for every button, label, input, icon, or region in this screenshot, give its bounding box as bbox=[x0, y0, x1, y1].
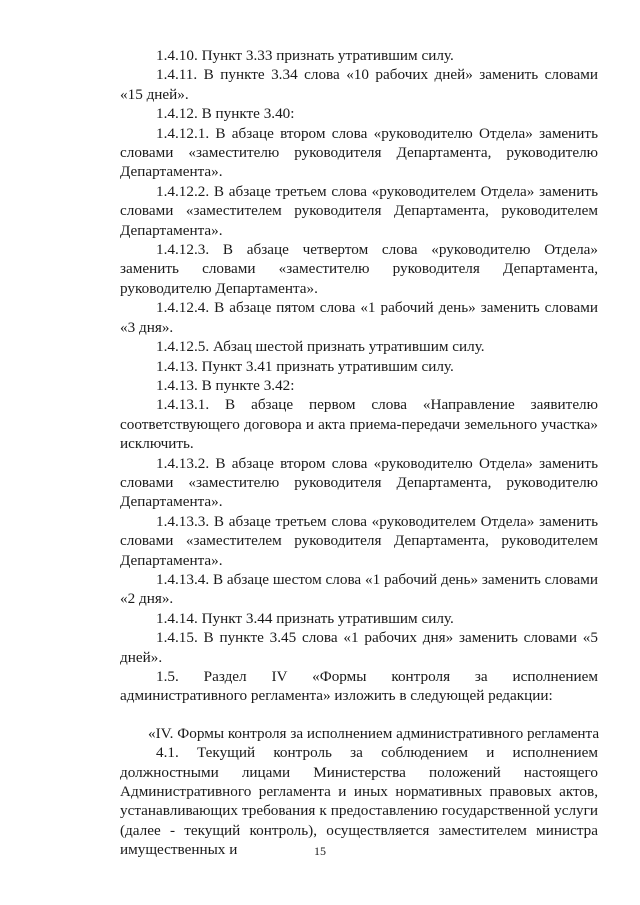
paragraph: 1.4.13.3. В абзаце третьем слова «руководителем Отдела» заменить словами «заместителем руководителя Департамента, руководителем Департамента». bbox=[120, 512, 598, 569]
paragraph: 1.5. Раздел IV «Формы контроля за исполнением административного регламента» изложить в следующей редакции: bbox=[120, 668, 598, 705]
paragraph: 1.4.12.3. В абзаце четвертом слова «руководителю Отдела» заменить словами «заместителю руководителя Департамента, руководителю Департамента». bbox=[120, 241, 598, 297]
paragraph-gap bbox=[120, 706, 598, 724]
paragraph: 1.4.14. Пункт 3.44 признать утратившим силу. bbox=[156, 609, 454, 627]
paragraph: 1.4.15. В пункте 3.45 слова «1 рабочих дня» заменить словами «5 дней». bbox=[120, 629, 598, 666]
amendment-list bbox=[120, 46, 598, 706]
paragraph: 1.4.13.1. В абзаце первом слова «Направление заявителю соответствующего договора и акта приема-передачи земельного участка» исключить. bbox=[120, 396, 598, 453]
paragraph: 4.1. Текущий контроль за соблюдением и исполнением должностными лицами Министерства положений настоящего Административного регламента и иных нормативных правовых актов, устанавливающих требования к предоставлению государственной услуги (далее - текущий контроль), осуществляется заместителем министра имущественных и bbox=[120, 744, 598, 859]
paragraph: 1.4.12.2. В абзаце третьем слова «руководителем Отдела» заменить словами «заместителем руководителя Департамента, руководителем Департамента». bbox=[120, 182, 598, 239]
paragraph: 1.4.13. В пункте 3.42: bbox=[156, 376, 295, 394]
page-number: 15 bbox=[314, 844, 326, 858]
paragraph: 1.4.10. Пункт 3.33 признать утратившим силу. bbox=[156, 47, 454, 64]
paragraph: 1.4.11. В пункте 3.34 слова «10 рабочих дней» заменить словами «15 дней». bbox=[120, 66, 598, 103]
paragraph: 1.4.13.4. В абзаце шестом слова «1 рабочий день» заменить словами «2 дня». bbox=[120, 570, 598, 608]
section-heading: «IV. Формы контроля за исполнением административного регламента bbox=[148, 724, 600, 742]
section-text bbox=[120, 743, 598, 859]
paragraph: 1.4.13. Пункт 3.41 признать утратившим силу. bbox=[156, 357, 454, 375]
paragraph: 1.4.12.4. В абзаце пятом слова «1 рабочий день» заменить словами «3 дня». bbox=[120, 299, 598, 336]
paragraph: 1.4.13.2. В абзаце втором слова «руководителю Отдела» заменить словами «заместителю руководителя Департамента, руководителю Департамента». bbox=[120, 454, 598, 511]
paragraph: 1.4.12.5. Абзац шестой признать утратившим силу. bbox=[156, 338, 485, 356]
document-body bbox=[120, 46, 598, 860]
paragraph: 1.4.12.1. В абзаце втором слова «руководителю Отдела» заменить словами «заместителю руководителя Департамента, руководителю Департамента». bbox=[120, 124, 598, 181]
paragraph: 1.4.12. В пункте 3.40: bbox=[156, 105, 295, 123]
